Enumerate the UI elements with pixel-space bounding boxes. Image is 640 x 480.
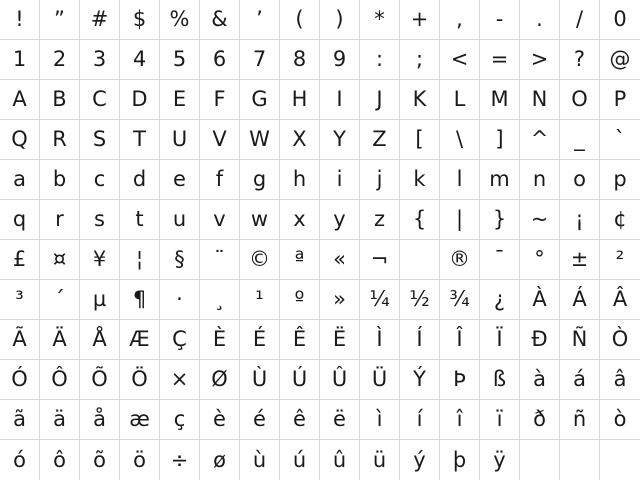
glyph-cell[interactable]: F — [200, 80, 240, 120]
glyph-cell[interactable]: à — [520, 360, 560, 400]
glyph-cell[interactable]: É — [240, 320, 280, 360]
glyph-cell[interactable]: Z — [360, 120, 400, 160]
glyph-cell[interactable]: G — [240, 80, 280, 120]
glyph-cell[interactable]: · — [160, 280, 200, 320]
glyph-cell[interactable]: ä — [40, 400, 80, 440]
glyph-cell[interactable] — [400, 240, 440, 280]
glyph-cell[interactable]: ÷ — [160, 440, 200, 480]
glyph-cell[interactable]: Ú — [280, 360, 320, 400]
glyph-cell[interactable]: ° — [520, 240, 560, 280]
glyph-cell[interactable]: Û — [320, 360, 360, 400]
glyph-cell[interactable]: « — [320, 240, 360, 280]
glyph-cell[interactable]: Y — [320, 120, 360, 160]
glyph-cell[interactable]: w — [240, 200, 280, 240]
glyph-cell[interactable]: ý — [400, 440, 440, 480]
glyph-cell[interactable]: C — [80, 80, 120, 120]
glyph-cell[interactable]: H — [280, 80, 320, 120]
glyph-cell[interactable]: À — [520, 280, 560, 320]
glyph-cell[interactable]: ; — [400, 40, 440, 80]
glyph-cell-empty[interactable] — [600, 440, 640, 480]
glyph-cell[interactable]: å — [80, 400, 120, 440]
glyph-cell[interactable]: 2 — [40, 40, 80, 80]
glyph-cell[interactable]: + — [400, 0, 440, 40]
glyph-cell[interactable]: Ô — [40, 360, 80, 400]
glyph-cell[interactable]: Å — [80, 320, 120, 360]
glyph-cell[interactable]: Í — [400, 320, 440, 360]
glyph-cell[interactable]: e — [160, 160, 200, 200]
glyph-cell[interactable]: E — [160, 80, 200, 120]
glyph-cell[interactable]: Ë — [320, 320, 360, 360]
glyph-cell[interactable]: W — [240, 120, 280, 160]
glyph-cell[interactable]: ~ — [520, 200, 560, 240]
glyph-cell[interactable]: ú — [280, 440, 320, 480]
glyph-cell[interactable]: û — [320, 440, 360, 480]
glyph-cell[interactable]: ¬ — [360, 240, 400, 280]
glyph-cell[interactable]: ² — [600, 240, 640, 280]
glyph-cell[interactable]: [ — [400, 120, 440, 160]
glyph-cell[interactable]: B — [40, 80, 80, 120]
glyph-cell[interactable]: I — [320, 80, 360, 120]
glyph-cell-empty[interactable] — [560, 440, 600, 480]
glyph-cell[interactable]: D — [120, 80, 160, 120]
glyph-cell[interactable]: { — [400, 200, 440, 240]
glyph-cell[interactable]: V — [200, 120, 240, 160]
glyph-cell[interactable]: ¦ — [120, 240, 160, 280]
glyph-cell[interactable]: ó — [0, 440, 40, 480]
glyph-cell[interactable]: o — [560, 160, 600, 200]
glyph-cell[interactable]: 9 — [320, 40, 360, 80]
glyph-cell[interactable]: £ — [0, 240, 40, 280]
glyph-cell[interactable]: ½ — [400, 280, 440, 320]
glyph-cell[interactable]: K — [400, 80, 440, 120]
glyph-cell[interactable]: - — [480, 0, 520, 40]
glyph-cell[interactable]: M — [480, 80, 520, 120]
glyph-cell[interactable]: ¿ — [480, 280, 520, 320]
glyph-cell[interactable]: 8 — [280, 40, 320, 80]
glyph-cell[interactable]: ± — [560, 240, 600, 280]
glyph-cell[interactable]: Ï — [480, 320, 520, 360]
glyph-cell[interactable]: $ — [120, 0, 160, 40]
glyph-cell[interactable]: º — [280, 280, 320, 320]
glyph-cell[interactable]: Ò — [600, 320, 640, 360]
glyph-cell[interactable]: õ — [80, 440, 120, 480]
glyph-cell[interactable]: i — [320, 160, 360, 200]
glyph-cell[interactable]: ¤ — [40, 240, 80, 280]
glyph-cell[interactable]: A — [0, 80, 40, 120]
glyph-cell[interactable]: ñ — [560, 400, 600, 440]
glyph-cell[interactable]: 4 — [120, 40, 160, 80]
glyph-cell[interactable]: # — [80, 0, 120, 40]
glyph-cell[interactable]: è — [200, 400, 240, 440]
glyph-cell[interactable]: µ — [80, 280, 120, 320]
glyph-cell[interactable]: á — [560, 360, 600, 400]
glyph-cell[interactable]: k — [400, 160, 440, 200]
glyph-cell-empty[interactable] — [520, 440, 560, 480]
glyph-cell[interactable]: Ç — [160, 320, 200, 360]
glyph-cell[interactable]: j — [360, 160, 400, 200]
glyph-cell[interactable]: ¹ — [240, 280, 280, 320]
glyph-cell[interactable]: ø — [200, 440, 240, 480]
glyph-cell[interactable]: ç — [160, 400, 200, 440]
glyph-cell[interactable]: 5 — [160, 40, 200, 80]
glyph-cell[interactable]: & — [200, 0, 240, 40]
glyph-cell[interactable]: X — [280, 120, 320, 160]
glyph-cell[interactable]: T — [120, 120, 160, 160]
glyph-cell[interactable]: ¢ — [600, 200, 640, 240]
glyph-cell[interactable]: 1 — [0, 40, 40, 80]
glyph-cell[interactable]: = — [480, 40, 520, 80]
glyph-cell[interactable]: U — [160, 120, 200, 160]
glyph-cell[interactable]: Ø — [200, 360, 240, 400]
glyph-cell[interactable]: Ñ — [560, 320, 600, 360]
glyph-cell[interactable]: s — [80, 200, 120, 240]
glyph-cell[interactable]: Q — [0, 120, 40, 160]
glyph-cell[interactable]: t — [120, 200, 160, 240]
glyph-cell[interactable]: î — [440, 400, 480, 440]
glyph-cell[interactable]: í — [400, 400, 440, 440]
glyph-cell[interactable]: f — [200, 160, 240, 200]
glyph-cell[interactable]: P — [600, 80, 640, 120]
glyph-cell[interactable]: ï — [480, 400, 520, 440]
glyph-cell[interactable]: y — [320, 200, 360, 240]
glyph-cell[interactable]: ) — [320, 0, 360, 40]
glyph-cell[interactable]: g — [240, 160, 280, 200]
glyph-cell[interactable]: ¶ — [120, 280, 160, 320]
glyph-cell[interactable]: Á — [560, 280, 600, 320]
glyph-cell[interactable]: a — [0, 160, 40, 200]
glyph-cell[interactable]: v — [200, 200, 240, 240]
glyph-cell[interactable]: ì — [360, 400, 400, 440]
glyph-cell[interactable]: | — [440, 200, 480, 240]
glyph-cell[interactable]: ð — [520, 400, 560, 440]
glyph-cell[interactable]: % — [160, 0, 200, 40]
glyph-cell[interactable]: ò — [600, 400, 640, 440]
glyph-cell[interactable]: ¯ — [480, 240, 520, 280]
glyph-cell[interactable]: m — [480, 160, 520, 200]
glyph-cell[interactable]: ( — [280, 0, 320, 40]
glyph-cell[interactable]: ¾ — [440, 280, 480, 320]
glyph-cell[interactable]: _ — [560, 120, 600, 160]
glyph-cell[interactable]: ß — [480, 360, 520, 400]
glyph-cell[interactable]: / — [560, 0, 600, 40]
glyph-cell[interactable]: r — [40, 200, 80, 240]
glyph-cell[interactable]: ÿ — [480, 440, 520, 480]
glyph-cell[interactable]: ü — [360, 440, 400, 480]
glyph-cell[interactable]: ” — [40, 0, 80, 40]
glyph-cell[interactable]: d — [120, 160, 160, 200]
glyph-cell[interactable]: » — [320, 280, 360, 320]
glyph-cell[interactable]: Ó — [0, 360, 40, 400]
glyph-cell[interactable]: Ä — [40, 320, 80, 360]
glyph-cell[interactable]: ã — [0, 400, 40, 440]
glyph-cell[interactable]: < — [440, 40, 480, 80]
glyph-cell[interactable]: l — [440, 160, 480, 200]
glyph-cell[interactable]: p — [600, 160, 640, 200]
glyph-cell[interactable]: O — [560, 80, 600, 120]
glyph-cell[interactable]: Â — [600, 280, 640, 320]
glyph-cell[interactable]: 3 — [80, 40, 120, 80]
glyph-cell[interactable]: ë — [320, 400, 360, 440]
glyph-cell[interactable]: Æ — [120, 320, 160, 360]
glyph-cell[interactable]: ] — [480, 120, 520, 160]
glyph-cell[interactable]: ® — [440, 240, 480, 280]
glyph-cell[interactable]: © — [240, 240, 280, 280]
glyph-cell[interactable]: Ù — [240, 360, 280, 400]
glyph-cell[interactable]: Þ — [440, 360, 480, 400]
glyph-cell[interactable]: Ã — [0, 320, 40, 360]
glyph-cell[interactable]: ³ — [0, 280, 40, 320]
glyph-cell[interactable]: ¼ — [360, 280, 400, 320]
glyph-cell[interactable]: } — [480, 200, 520, 240]
glyph-cell[interactable]: ö — [120, 440, 160, 480]
glyph-cell[interactable]: S — [80, 120, 120, 160]
glyph-cell[interactable]: u — [160, 200, 200, 240]
glyph-cell[interactable]: 0 — [600, 0, 640, 40]
glyph-cell[interactable]: : — [360, 40, 400, 80]
glyph-cell[interactable]: L — [440, 80, 480, 120]
glyph-cell[interactable]: Ð — [520, 320, 560, 360]
glyph-cell[interactable]: J — [360, 80, 400, 120]
glyph-cell[interactable]: ¸ — [200, 280, 240, 320]
glyph-cell[interactable]: 7 — [240, 40, 280, 80]
glyph-cell[interactable]: ` — [600, 120, 640, 160]
glyph-cell[interactable]: Õ — [80, 360, 120, 400]
glyph-cell[interactable]: N — [520, 80, 560, 120]
glyph-cell[interactable]: ? — [560, 40, 600, 80]
glyph-cell[interactable]: ô — [40, 440, 80, 480]
glyph-cell[interactable]: È — [200, 320, 240, 360]
glyph-cell[interactable]: ^ — [520, 120, 560, 160]
glyph-cell[interactable]: Ý — [400, 360, 440, 400]
glyph-cell[interactable]: c — [80, 160, 120, 200]
glyph-cell[interactable]: þ — [440, 440, 480, 480]
glyph-cell[interactable]: Î — [440, 320, 480, 360]
glyph-cell[interactable]: . — [520, 0, 560, 40]
glyph-cell[interactable]: ¡ — [560, 200, 600, 240]
glyph-cell[interactable]: b — [40, 160, 80, 200]
glyph-cell[interactable]: â — [600, 360, 640, 400]
glyph-cell[interactable]: x — [280, 200, 320, 240]
glyph-cell[interactable]: Ì — [360, 320, 400, 360]
glyph-cell[interactable]: × — [160, 360, 200, 400]
glyph-cell[interactable]: > — [520, 40, 560, 80]
glyph-cell[interactable]: ! — [0, 0, 40, 40]
glyph-cell[interactable]: æ — [120, 400, 160, 440]
glyph-cell[interactable]: Ü — [360, 360, 400, 400]
glyph-cell[interactable]: ù — [240, 440, 280, 480]
glyph-cell[interactable]: ´ — [40, 280, 80, 320]
glyph-cell[interactable]: q — [0, 200, 40, 240]
glyph-cell[interactable]: ¥ — [80, 240, 120, 280]
glyph-cell[interactable]: Ê — [280, 320, 320, 360]
glyph-cell[interactable]: é — [240, 400, 280, 440]
glyph-cell[interactable]: @ — [600, 40, 640, 80]
glyph-cell[interactable]: \ — [440, 120, 480, 160]
glyph-cell[interactable]: Ö — [120, 360, 160, 400]
glyph-cell[interactable]: , — [440, 0, 480, 40]
glyph-cell[interactable]: ’ — [240, 0, 280, 40]
glyph-cell[interactable]: R — [40, 120, 80, 160]
glyph-cell[interactable]: 6 — [200, 40, 240, 80]
glyph-cell[interactable]: ê — [280, 400, 320, 440]
glyph-cell[interactable]: h — [280, 160, 320, 200]
glyph-cell[interactable]: § — [160, 240, 200, 280]
glyph-cell[interactable]: z — [360, 200, 400, 240]
glyph-cell[interactable]: ¨ — [200, 240, 240, 280]
glyph-cell[interactable]: n — [520, 160, 560, 200]
glyph-cell[interactable]: ª — [280, 240, 320, 280]
glyph-cell[interactable]: * — [360, 0, 400, 40]
